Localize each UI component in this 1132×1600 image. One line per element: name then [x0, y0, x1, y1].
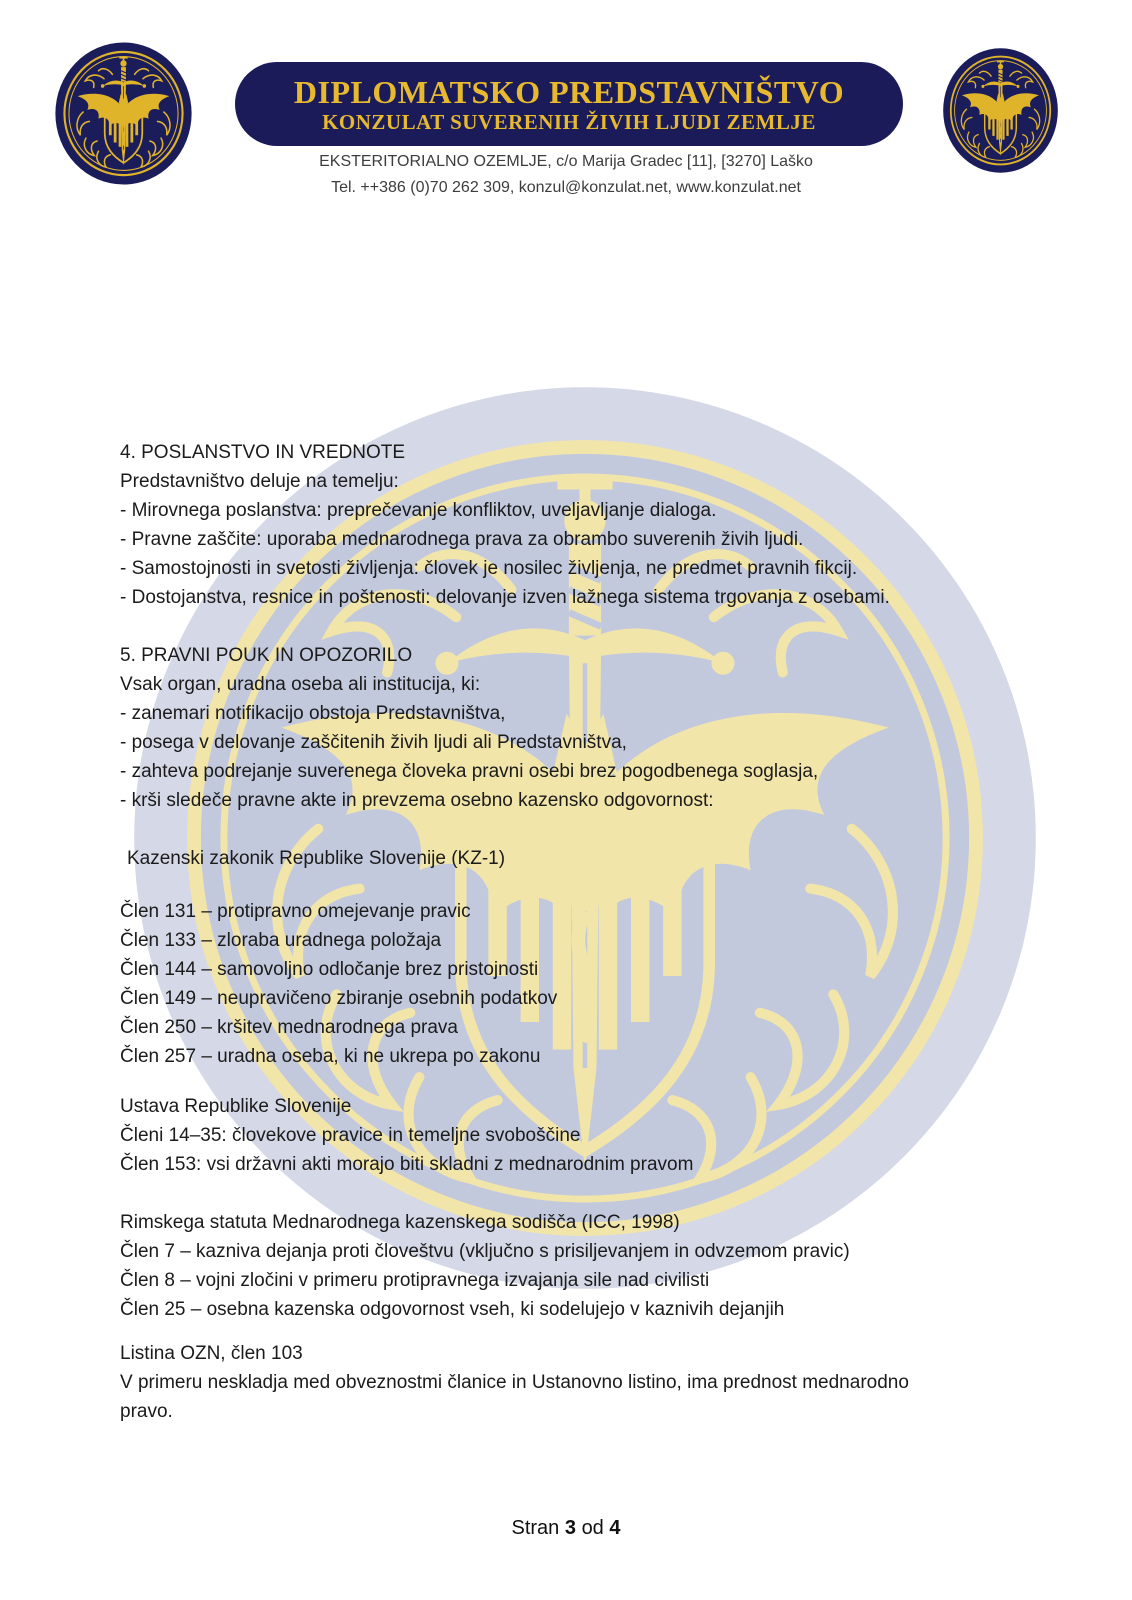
article-line: Člen 149 – neupravičeno zbiranje osebnih podatkov	[120, 988, 558, 1009]
section-heading: 4. POSLANSTVO IN VREDNOTE	[120, 442, 406, 463]
text-line: - Samostojnosti in svetosti življenja: človek je nosilec življenja, ne predmet pravnih fikcij.	[120, 558, 858, 579]
text-line: Kazenski zakonik Republike Slovenije (KZ-1)	[127, 848, 506, 869]
article-line: Člen 25 – osebna kazenska odgovornost vseh, ki sodelujejo v kaznivih dejanjih	[120, 1299, 785, 1320]
footer-total-pages: 4	[609, 1517, 621, 1539]
constitution-articles	[120, 1092, 1040, 1179]
text-line: - zanemari notifikacijo obstoja Predstavništva,	[120, 703, 506, 724]
text-line: - posega v delovanje zaščitenih živih ljudi ali Predstavništva,	[120, 732, 627, 753]
un-charter-paragraph	[120, 1339, 1040, 1426]
text-line: - zahteva podrejanje suverenega človeka pravni osebi brez pogodbenega soglasja,	[120, 761, 819, 782]
footer-prefix: Stran	[511, 1517, 560, 1539]
article-line: Členi 14–35: človekove pravice in temeljne svoboščine	[120, 1125, 581, 1146]
text-line: Listina OZN, člen 103	[120, 1343, 303, 1364]
text-line: - krši sledeče pravne akte in prevzema osebno kazensko odgovornost:	[120, 790, 714, 811]
text-line: - Mirovnega poslanstva: preprečevanje konfliktov, uveljavljanje dialoga.	[120, 500, 717, 521]
page-footer	[0, 1517, 1132, 1540]
section-heading: 5. PRAVNI POUK IN OPOZORILO	[120, 645, 413, 666]
article-line: Člen 133 – zloraba uradnega položaja	[120, 930, 442, 951]
text-line: Predstavništvo deluje na temelju:	[120, 471, 399, 492]
contact-address-line: EKSTERITORIALNO OZEMLJE, c/o Marija Gradec [11], [3270] Laško	[319, 153, 813, 170]
footer-separator: od	[581, 1517, 604, 1539]
text-line: - Dostojanstva, resnice in poštenosti: delovanje izven lažnega sistema trgovanja z osebami.	[120, 587, 890, 608]
footer-page-number: 3	[564, 1517, 576, 1539]
article-line: Člen 153: vsi državni akti morajo biti skladni z mednarodnim pravom	[120, 1154, 694, 1175]
text-line: Rimskega statuta Mednarodnega kazenskega sodišča (ICC, 1998)	[120, 1212, 680, 1233]
article-line: Člen 8 – vojni zločini v primeru protipravnega izvajanja sile nad civilisti	[120, 1270, 710, 1291]
section-mission-values	[120, 438, 1040, 612]
text-line: Ustava Republike Slovenije	[120, 1096, 352, 1117]
text-line: - Pravne zaščite: uporaba mednarodnega prava za obrambo suverenih živih ljudi.	[120, 529, 804, 550]
document-body	[120, 438, 1040, 1426]
section-legal-notice	[120, 641, 1040, 815]
text-line: V primeru neskladja med obveznostmi članice in Ustanovno listino, ima prednost mednarodno	[120, 1372, 909, 1393]
article-line: Člen 257 – uradna oseba, ki ne ukrepa po zakonu	[120, 1046, 541, 1067]
criminal-code-articles	[120, 897, 1040, 1071]
article-line: Člen 144 – samovoljno odločanje brez pristojnosti	[120, 959, 539, 980]
text-line: Vsak organ, uradna oseba ali institucija, ki:	[120, 674, 481, 695]
criminal-code-heading	[120, 844, 1040, 873]
article-line: Člen 250 – kršitev mednarodnega prava	[120, 1017, 458, 1038]
organization-title: DIPLOMATSKO PREDSTAVNIŠTVO	[293, 73, 845, 110]
rome-statute-articles	[120, 1208, 1040, 1324]
organization-subtitle: KONZULAT SUVERENIH ŽIVIH LJUDI ZEMLJE	[322, 109, 816, 134]
contact-phone-email-line: Tel. ++386 (0)70 262 309, konzul@konzulat.net, www.konzulat.net	[331, 179, 801, 196]
text-line: pravo.	[120, 1401, 173, 1422]
article-line: Člen 131 – protipravno omejevanje pravic	[120, 901, 471, 922]
article-line: Člen 7 – kazniva dejanja proti človeštvu (vključno s prisiljevanjem in odvzemom pravic)	[120, 1241, 850, 1262]
header-banner	[235, 62, 903, 146]
